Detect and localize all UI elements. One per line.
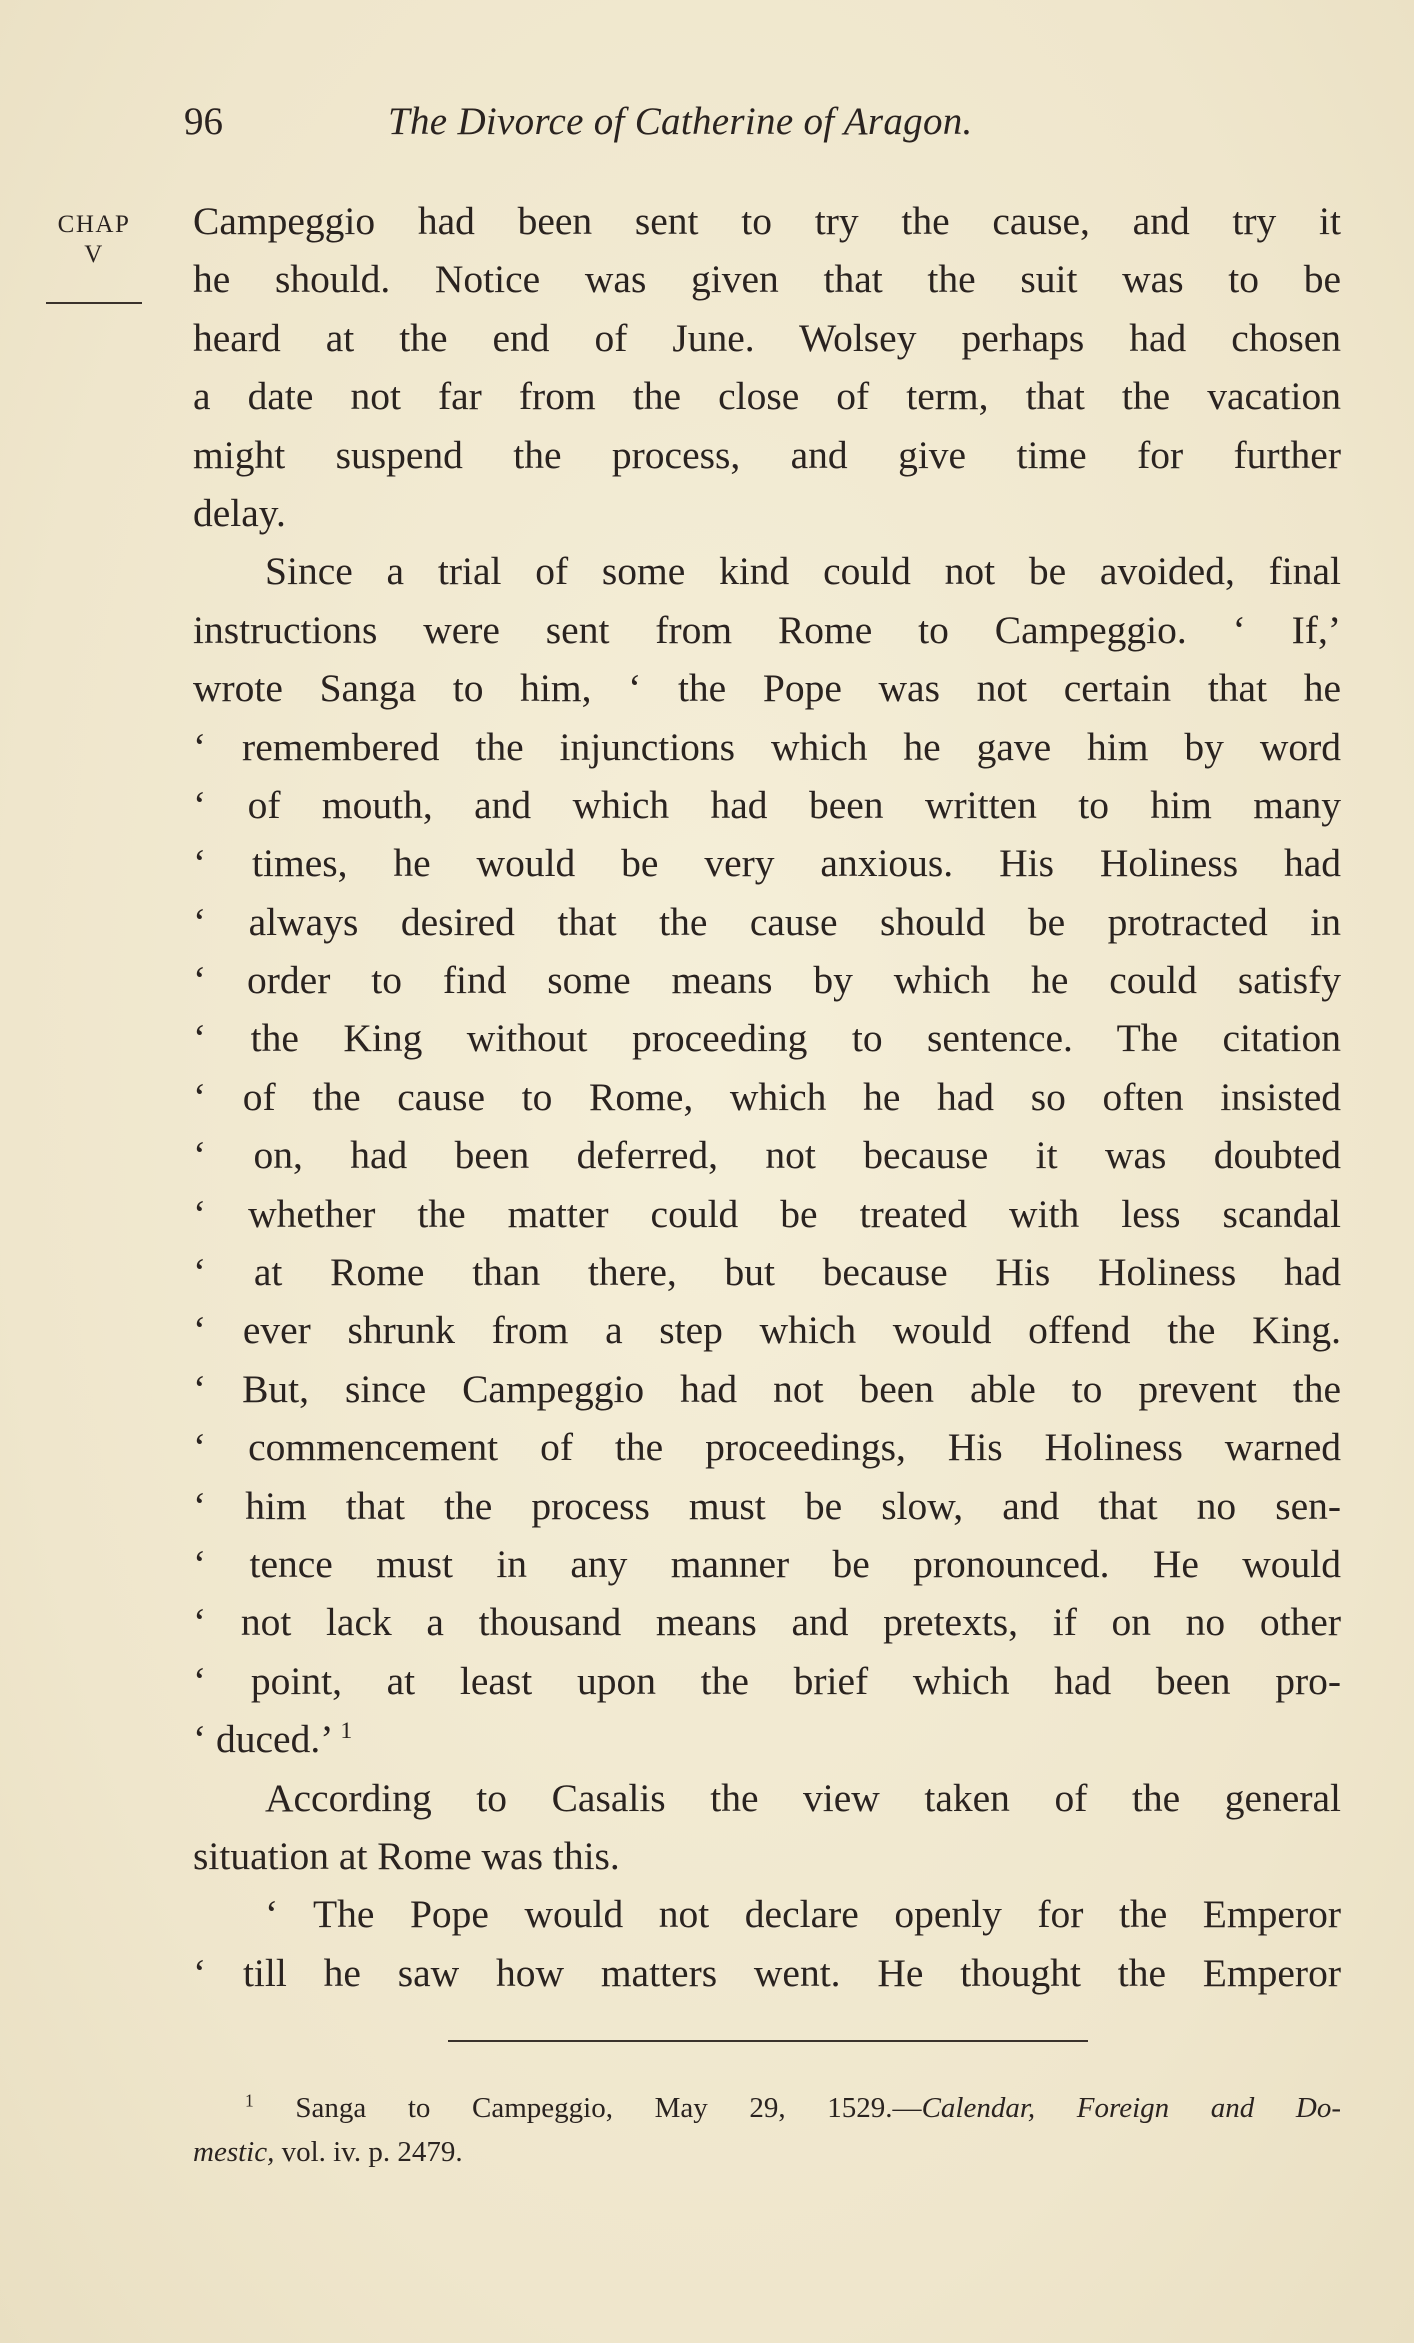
text-line: ‘ of the cause to Rome, which he had so often insisted (193, 1074, 1341, 1119)
text-line: ‘ But, since Campeggio had not been able to prevent the (193, 1366, 1341, 1411)
page-header (0, 96, 1414, 156)
text-line: delay. (193, 490, 286, 535)
chapter-number: V (84, 241, 104, 268)
text-line: ‘ not lack a thousand means and pretexts, if on no other (193, 1600, 1341, 1645)
text-line: ‘ ever shrunk from a step which would offend the King. (193, 1308, 1341, 1353)
text-line: ‘ him that the process must be slow, and that no sen- (193, 1483, 1341, 1528)
footnote-text: vol. iv. p. 2479. (274, 2136, 463, 2168)
text-line-with-footnote (193, 1710, 1341, 1768)
text-line: Since a trial of some kind could not be avoided, final (265, 549, 1341, 594)
footnote-reference[interactable]: 1 (340, 1718, 353, 1744)
text-line: situation at Rome was this. (193, 1833, 620, 1878)
text-line: he should. Notice was given that the suit was to be (193, 257, 1341, 302)
footnote-source: Calendar, Foreign and Do- (921, 2092, 1342, 2124)
text-line: ‘ point, at least upon the brief which had been pro- (193, 1658, 1341, 1703)
text-line: ‘ till he saw how matters went. He thought the Emperor (193, 1950, 1341, 1995)
text-line: ‘ duced.’ (193, 1717, 331, 1762)
page-number: 96 (184, 100, 223, 143)
text-line: ‘ always desired that the cause should be protracted in (193, 899, 1341, 944)
text-line: might suspend the process, and give time for further (193, 432, 1341, 477)
footnote-line (193, 2130, 1341, 2174)
text-line: ‘ times, he would be very anxious. His Holiness had (193, 841, 1341, 886)
text-line: ‘ The Pope would not declare openly for the Emperor (265, 1892, 1341, 1937)
running-title: The Divorce of Catherine of Aragon. (388, 100, 973, 143)
text-line: instructions were sent from Rome to Campeggio. ‘ If,’ (193, 607, 1341, 652)
text-line: ‘ order to find some means by which he could satisfy (193, 958, 1341, 1003)
text-line: ‘ on, had been deferred, not because it was doubted (193, 1133, 1341, 1178)
text-line: ‘ commencement of the proceedings, His Holiness warned (193, 1425, 1341, 1470)
text-line: ‘ the King without proceeding to sentence. The citation (193, 1016, 1341, 1061)
text-line: a date not far from the close of term, that the vacation (193, 374, 1341, 419)
text-line: According to Casalis the view taken of the general (265, 1775, 1341, 1820)
text-line: Campeggio had been sent to try the cause, and try it (193, 199, 1341, 243)
footnote-marker: 1 (245, 2090, 254, 2111)
chapter-margin-note (46, 210, 142, 270)
footnote-line (193, 2086, 1341, 2130)
footnote-rule (448, 2040, 1088, 2042)
footnotes (193, 2086, 1341, 2174)
body-text (193, 192, 1341, 2002)
text-line: heard at the end of June. Wolsey perhaps had chosen (193, 315, 1341, 360)
chapter-label: CHAP (57, 211, 131, 238)
text-line: ‘ at Rome than there, but because His Holiness had (193, 1250, 1341, 1295)
text-line: ‘ tence must in any manner be pronounced. He would (193, 1541, 1341, 1586)
text-line: ‘ of mouth, and which had been written to him many (193, 782, 1341, 827)
footnote-source: mestic, (193, 2136, 275, 2168)
text-line: wrote Sanga to him, ‘ the Pope was not certain that he (193, 666, 1341, 711)
text-line: ‘ remembered the injunctions which he gave him by word (193, 724, 1341, 769)
footnote-text: Sanga to Campeggio, May 29, 1529.— (295, 2092, 922, 2124)
margin-rule (46, 302, 142, 304)
text-line: ‘ whether the matter could be treated with less scandal (193, 1191, 1341, 1236)
